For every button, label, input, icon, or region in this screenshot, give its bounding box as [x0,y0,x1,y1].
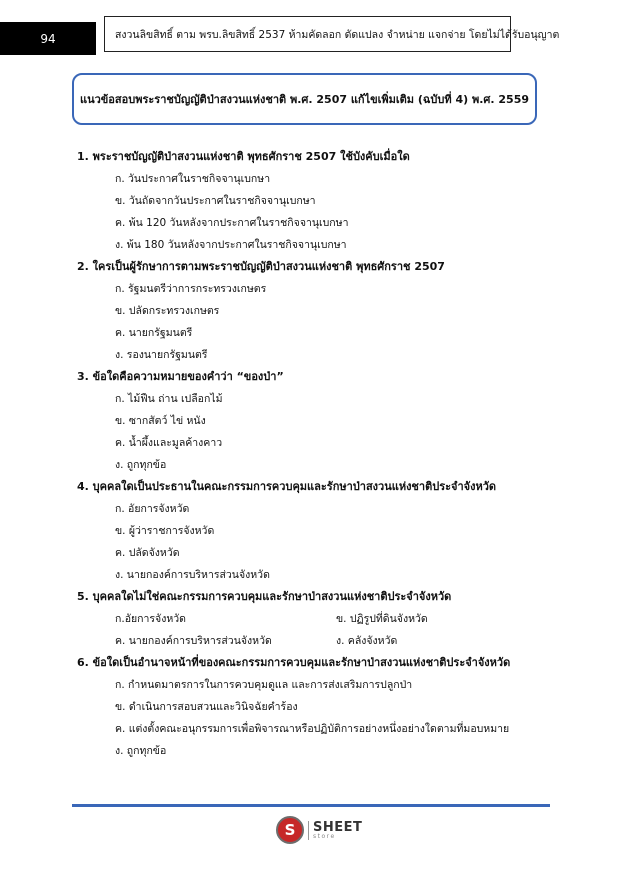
question-1-option-c: ค. พ้น 120 วันหลังจากประกาศในราชกิจจานุเบกษา [115,217,349,229]
logo-text [308,821,362,840]
question-6-option-b: ข. ดำเนินการสอบสวนและวินิจฉัยคำร้อง [115,701,298,713]
question-5-option-b: ข. ปฏิรูปที่ดินจังหวัด [336,613,428,625]
logo-main-text: SHEET [313,819,363,835]
question-2: 2. ใครเป็นผู้รักษาการตามพระราชบัญญัติป่าสงวนแห่งชาติ พุทธศักราช 2507 [77,260,445,273]
question-2-option-c: ค. นายกรัฐมนตรี [115,327,193,339]
page-number: 94 [0,22,96,55]
question-4-option-a: ก. อัยการจังหวัด [115,503,190,515]
sheetstore-logo-icon: S [276,816,304,844]
question-4-option-d: ง. นายกองค์การบริหารส่วนจังหวัด [115,569,270,581]
logo-sub-text: store [313,832,336,840]
question-3: 3. ข้อใดคือความหมายของคำว่า “ของป่า” [77,370,284,383]
question-1-option-b: ข. วันถัดจากวันประกาศในราชกิจจานุเบกษา [115,195,316,207]
question-5: 5. บุคคลใดไม่ใช่คณะกรรมการควบคุมและรักษาป่าสงวนแห่งชาติประจำจังหวัด [77,590,452,603]
copyright-header: สงวนลิขสิทธิ์ ตาม พรบ.ลิขสิทธิ์ 2537 ห้ามคัดลอก ดัดแปลง จำหน่าย แจกจ่าย โดยไม่ได้รับอนุญาต [104,16,511,52]
question-6-option-c: ค. แต่งตั้งคณะอนุกรรมการเพื่อพิจารณาหรือปฏิบัติการอย่างหนึ่งอย่างใดตามที่มอบหมาย [115,723,510,735]
question-2-option-d: ง. รองนายกรัฐมนตรี [115,349,208,361]
question-3-option-d: ง. ถูกทุกข้อ [115,459,167,471]
question-6: 6. ข้อใดเป็นอำนาจหน้าที่ของคณะกรรมการควบคุมและรักษาป่าสงวนแห่งชาติประจำจังหวัด [77,656,511,669]
question-6-option-a: ก. กำหนดมาตรการในการควบคุมดูแล และการส่งเสริมการปลูกป่า [115,679,413,691]
footer-divider [72,804,550,807]
question-4-option-b: ข. ผู้ว่าราชการจังหวัด [115,525,215,537]
question-3-option-a: ก. ไม้ฟืน ถ่าน เปลือกไม้ [115,393,223,405]
question-5-option-row [77,608,557,630]
question-1: 1. พระราชบัญญัติป่าสงวนแห่งชาติ พุทธศักราช 2507 ใช้บังคับเมื่อใด [77,150,410,163]
question-5-option-row [77,630,557,652]
question-2-option-b: ข. ปลัดกระทรวงเกษตร [115,305,220,317]
question-1-option-d: ง. พ้น 180 วันหลังจากประกาศในราชกิจจานุเบกษา [115,239,347,251]
question-5-option-a: ก.อัยการจังหวัด [115,613,186,625]
sheetstore-logo [276,815,362,845]
page-title-box [72,73,537,125]
question-3-option-b: ข. ซากสัตว์ ไข่ หนัง [115,415,206,427]
quiz-section [77,146,557,762]
question-5-option-d: ง. คลังจังหวัด [336,635,398,647]
question-3-option-c: ค. น้ำผึ้งและมูลค้างคาว [115,437,223,449]
page-title: แนวข้อสอบพระราชบัญญัติป่าสงวนแห่งชาติ พ.ศ. 2507 แก้ไขเพิ่มเติม (ฉบับที่ 4) พ.ศ. 2559 [80,93,529,106]
question-1-option-a: ก. วันประกาศในราชกิจจานุเบกษา [115,173,271,185]
question-6-option-d: ง. ถูกทุกข้อ [115,745,167,757]
question-2-option-a: ก. รัฐมนตรีว่าการกระทรวงเกษตร [115,283,267,295]
question-4: 4. บุคคลใดเป็นประธานในคณะกรรมการควบคุมและรักษาป่าสงวนแห่งชาติประจำจังหวัด [77,480,497,493]
question-5-option-c: ค. นายกองค์การบริหารส่วนจังหวัด [115,635,272,647]
question-4-option-c: ค. ปลัดจังหวัด [115,547,180,559]
